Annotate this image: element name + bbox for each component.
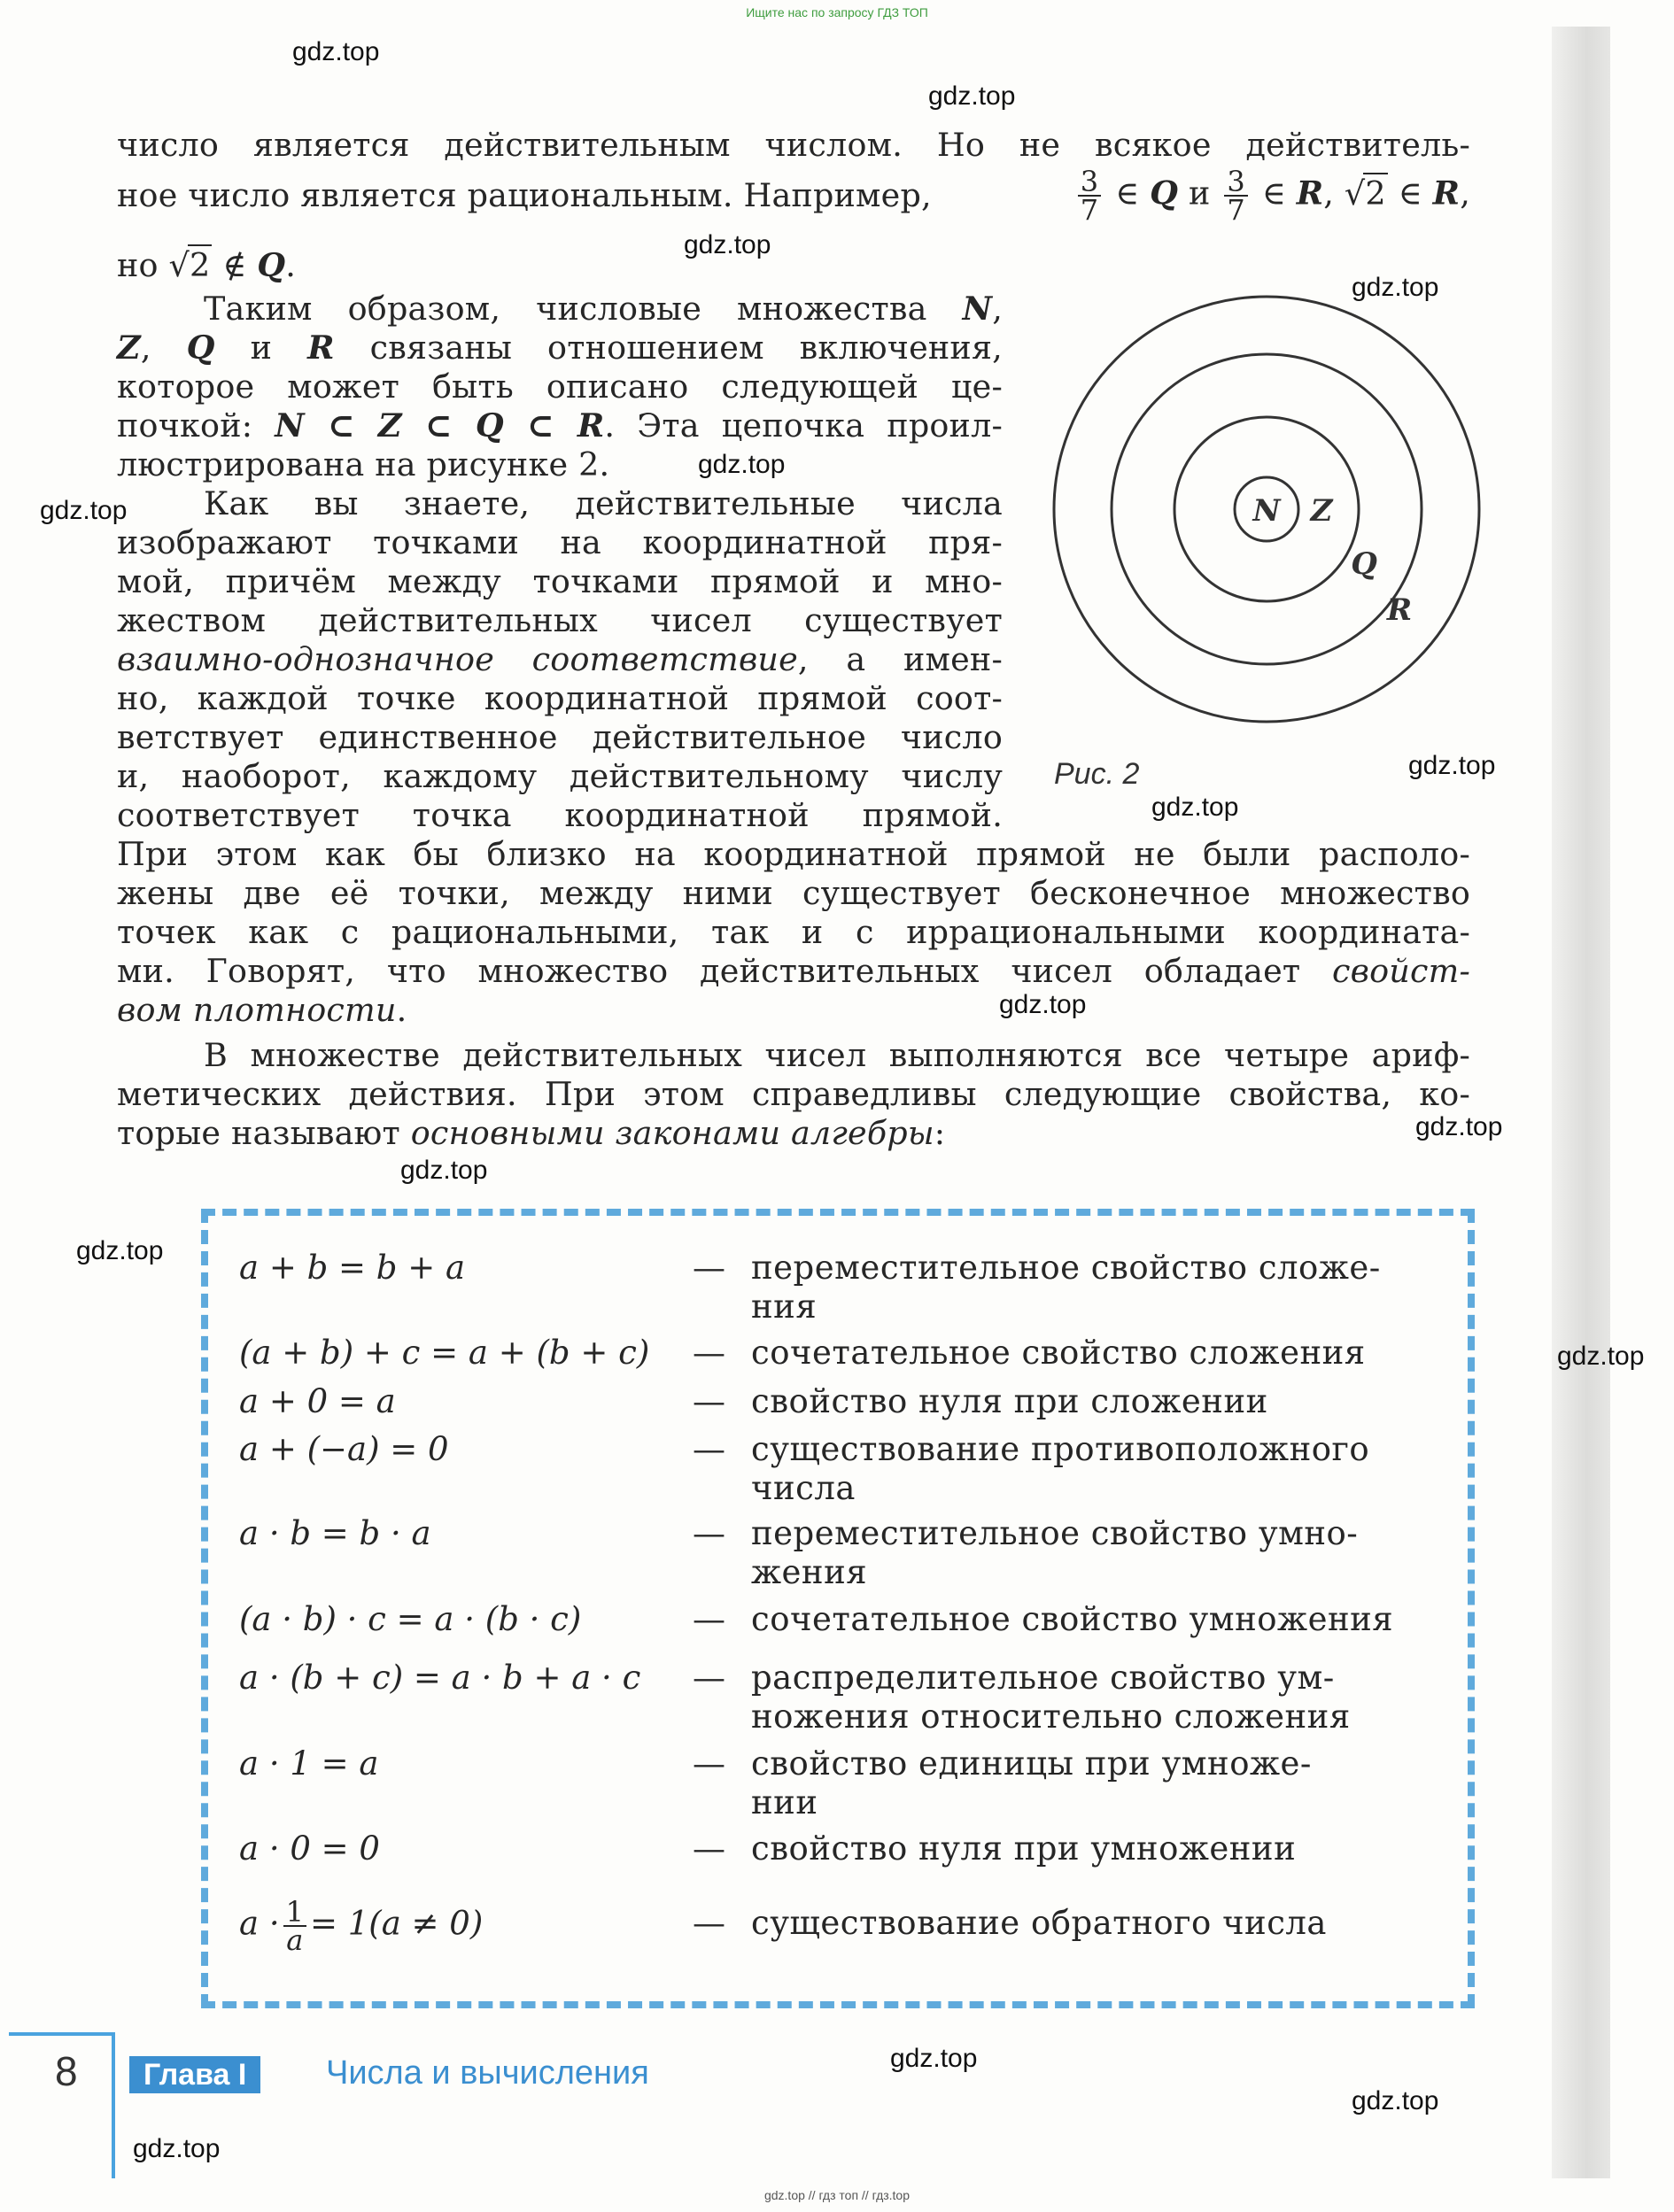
- text-line: ветствует единственное действительное число: [117, 718, 1003, 756]
- text-line: но, каждой точке координатной прямой соот-: [117, 679, 1003, 717]
- text-line: взаимно-однозначное соответствие, а имен-: [117, 640, 1003, 678]
- text-line: соответствует точка координатной прямой.: [117, 796, 1003, 834]
- law-formula: a + (−a) = 0: [239, 1430, 449, 1468]
- text-line: вом плотности.: [117, 991, 407, 1029]
- text-line: жены две её точки, между ними существует бесконечное множество: [117, 874, 1470, 912]
- figure-caption: Рис. 2: [1054, 757, 1140, 791]
- law-formula: a + b = b + a: [239, 1249, 466, 1287]
- text-line: ное число является рациональным. Например, $\frac{3}{7}$ ∈ Q и $\frac{3}{7}$ ∈ R, √2 ∈ R,: [117, 165, 1470, 227]
- watermark: gdz.top: [1557, 1342, 1645, 1371]
- text-line: но √2 ∉ Q.: [117, 246, 297, 284]
- watermark: gdz.top: [684, 230, 771, 259]
- watermark: gdz.top: [292, 37, 380, 66]
- watermark: gdz.top: [999, 990, 1087, 1019]
- sets-diagram: [1050, 292, 1484, 726]
- text-line: Таким образом, числовые множества N,: [204, 290, 1003, 328]
- text-line: которое может быть описано следующей це-: [117, 367, 1003, 406]
- text-line: Как вы знаете, действительные числа: [204, 484, 1003, 522]
- watermark: gdz.top: [400, 1156, 488, 1185]
- law-formula: (a + b) + c = a + (b + c): [239, 1334, 650, 1372]
- label-Z: Z: [1310, 493, 1333, 529]
- law-formula: a · b = b · a: [239, 1514, 431, 1552]
- watermark: gdz.top: [698, 450, 786, 479]
- watermark: gdz.top: [1352, 273, 1439, 302]
- text-line: почкой: N ⊂ Z ⊂ Q ⊂ R. Эта цепочка проил-: [117, 406, 1003, 445]
- text-line: точек как с рациональными, так и с иррациональными координата-: [117, 913, 1470, 951]
- watermark: gdz.top: [1151, 793, 1239, 822]
- footer-note: gdz.top // гдз топ // гдз.top: [763, 2188, 911, 2202]
- footer-rule-vertical: [112, 2032, 115, 2178]
- watermark: gdz.top: [890, 2044, 978, 2073]
- text-line: торые называют основными законами алгебры:: [117, 1114, 946, 1152]
- text-line: число является действительным числом. Но не всякое действитель-: [117, 126, 1470, 164]
- text-line: Z, Q и R связаны отношением включения,: [117, 329, 1003, 367]
- label-Q: Q: [1351, 546, 1377, 582]
- label-N: N: [1252, 493, 1281, 529]
- text-line: люстрирована на рисунке 2.: [117, 445, 610, 483]
- label-R: R: [1386, 592, 1413, 628]
- watermark: gdz.top: [76, 1236, 164, 1265]
- watermark: gdz.top: [1352, 2086, 1439, 2115]
- footer-rule: [9, 2032, 115, 2036]
- law-formula: a · 1 = a: [239, 1744, 379, 1783]
- text-line: В множестве действительных чисел выполняются все четыре ариф-: [204, 1036, 1470, 1074]
- fraction: $\frac{3}{7}$: [1224, 168, 1248, 223]
- text-line: и, наоборот, каждому действительному числу: [117, 757, 1003, 795]
- text-line: мой, причём между точками прямой и мно-: [117, 562, 1003, 600]
- text-line: жеством действительных чисел существует: [117, 601, 1003, 639]
- watermark: gdz.top: [1415, 1112, 1503, 1141]
- fraction: $\frac{3}{7}$: [1078, 168, 1102, 223]
- chapter-title: Числа и вычисления: [326, 2054, 649, 2092]
- text-line: изображают точками на координатной пря-: [117, 523, 1003, 561]
- watermark: gdz.top: [928, 81, 1016, 111]
- watermark: gdz.top: [1408, 751, 1496, 780]
- text-line: метических действия. При этом справедливы следующие свойства, ко-: [117, 1075, 1470, 1113]
- text-line: При этом как бы близко на координатной прямой не были располо-: [117, 835, 1470, 873]
- page-number: 8: [55, 2048, 78, 2094]
- law-formula: a · (b + c) = a · b + a · c: [239, 1659, 641, 1697]
- law-formula: a · 0 = 0: [239, 1829, 380, 1868]
- watermark: gdz.top: [40, 496, 128, 525]
- page-edge-shadow: [1552, 27, 1610, 2178]
- text-line: ми. Говорят, что множество действительных чисел обладает свойст-: [117, 952, 1470, 990]
- law-formula: a · $\frac{1}{a}$ = 1(a ≠ 0): [239, 1895, 484, 1957]
- law-formula: a + 0 = a: [239, 1382, 396, 1420]
- header-note: Ищите нас по запросу ГДЗ ТОП: [746, 5, 928, 19]
- fraction: $\frac{1}{a}$: [283, 1899, 306, 1953]
- square-root: √2: [1344, 174, 1386, 213]
- square-root: √2: [168, 246, 211, 284]
- law-formula: (a · b) · c = a · (b · c): [239, 1600, 582, 1638]
- chapter-label: Глава I: [129, 2056, 260, 2093]
- watermark: gdz.top: [133, 2134, 221, 2163]
